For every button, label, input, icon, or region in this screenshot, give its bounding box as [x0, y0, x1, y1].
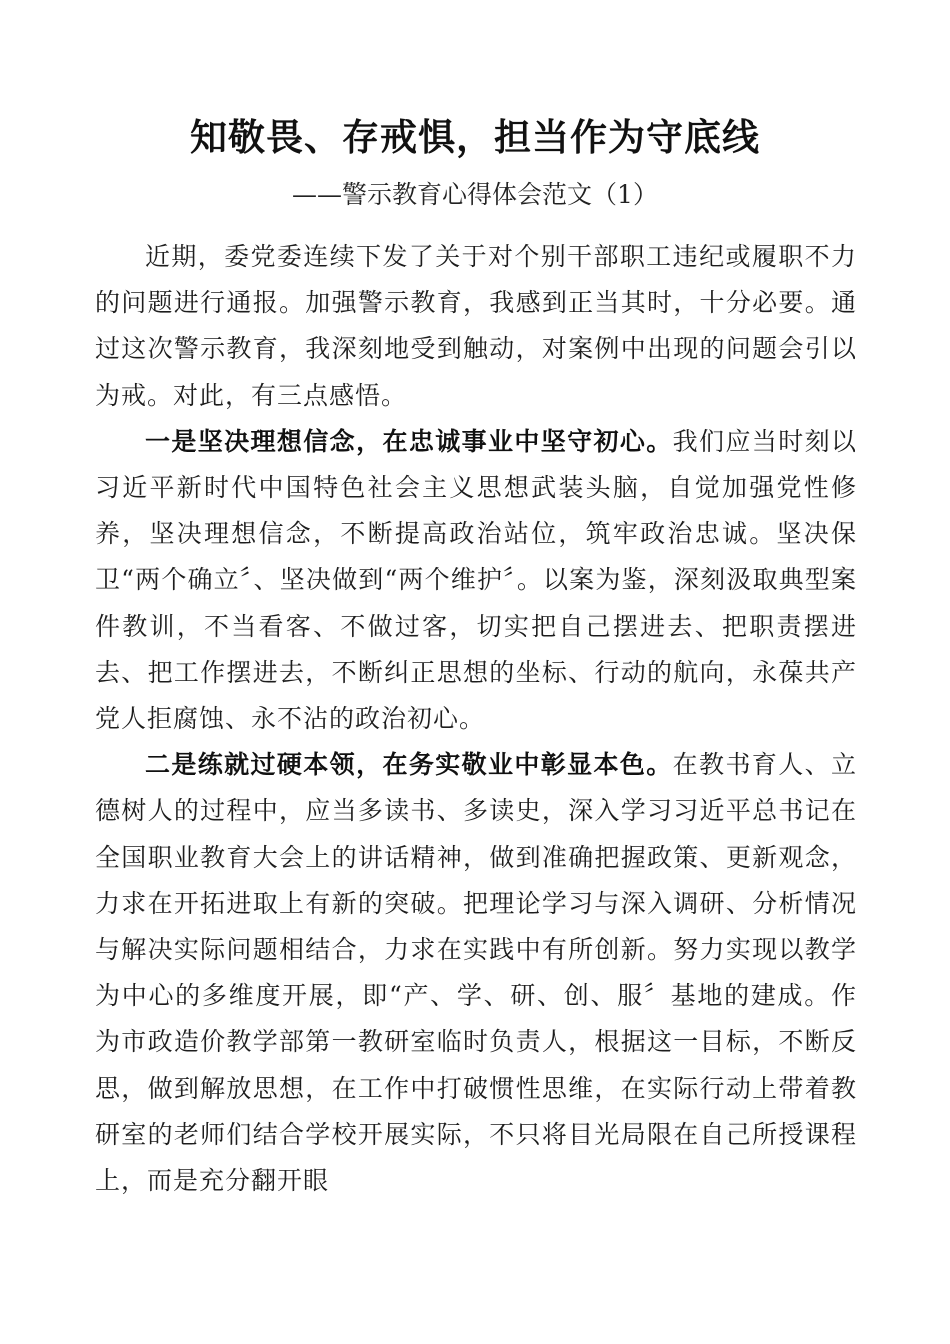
document-title: 知敬畏、存戒惧，担当作为守底线 [190, 116, 760, 159]
paragraph-text: 在教书育人、立德树人的过程中，应当多读书、多读史，深入学习习近平总书记在全国职业教育大会上的讲话精神，做到准确把握政策、更新观念，力求在开拓进取上有新的突破。把理论学习与深入调研、分析情况与解决实际问题相结合，力求在实践中有所创新。努力实现以教学为中心的多维度开展，即“产、学、研、创、服〞基地的建成。作为市政造价教学部第一教研室临时负责人，根据这一目标，不断反思，做到解放思想，在工作中打破惯性思维，在实际行动上带着教研室的老师们结合学校开展实际，不只将目光局限在自己所授课程上，而是充分翻开眼 [95, 750, 857, 1196]
document-subtitle: ——警示教育心得体会范文（1） [292, 180, 658, 209]
paragraph-intro [95, 234, 857, 419]
paragraph-lead: 一是坚决理想信念，在忠诚事业中坚守初心。 [145, 426, 673, 456]
paragraph-text: 近期，委党委连续下发了关于对个别干部职工违纪或履职不力的问题进行通报。加强警示教育，我感到正当其时，十分必要。通过这次警示教育，我深刻地受到触动，对案例中出现的问题会引以为戒。对此，有三点感悟。 [95, 242, 857, 410]
paragraph-lead: 二是练就过硬本领，在务实敬业中彰显本色。 [145, 750, 673, 780]
paragraph-point-1 [95, 419, 857, 742]
paragraph-text: 我们应当时刻以习近平新时代中国特色社会主义思想武装头脑，自觉加强党性修养，坚决理想信念，不断提高政治站位，筑牢政治忠诚。坚决保卫“两个确立〞、坚决做到“两个维护〞。以案为鉴，深刻汲取典型案件教训，不当看客、不做过客，切实把自己摆进去、把职责摆进去、把工作摆进去，不断纠正思想的坐标、行动的航向，永葆共产党人拒腐蚀、永不沾的政治初心。 [95, 426, 857, 734]
paragraph-point-2 [95, 742, 857, 1204]
document-body [95, 234, 857, 1204]
